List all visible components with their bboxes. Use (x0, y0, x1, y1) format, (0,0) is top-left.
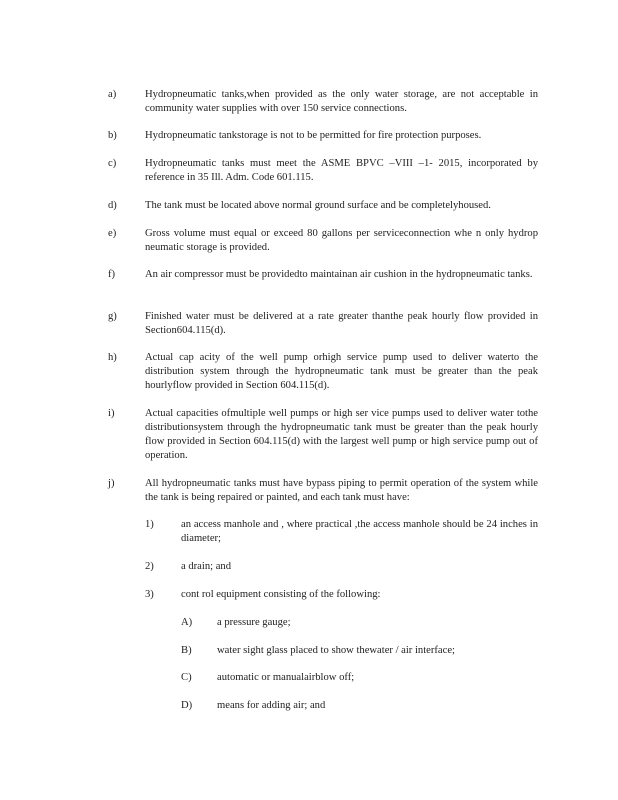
item-text: Finished water must be delivered at a rate greater thanthe peak hourly flow provided in Section604.115(d). (145, 311, 538, 336)
item-marker: a) (108, 89, 117, 100)
item-text: The tank must be located above normal ground surface and be completelyhoused. (145, 200, 491, 211)
item-marker: i) (108, 408, 115, 419)
subsub-item-text: means for adding air; and (217, 700, 326, 711)
item-text: Hydropneumatic tanks must meet the ASME BPVC –VIII –1- 2015, incorporated by reference in 35 Ill. Adm. Code 601.115. (145, 158, 538, 183)
item-marker: f) (108, 269, 116, 280)
item-text: Gross volume must equal or exceed 80 gallons per serviceconnection whe n only hydrop neumatic storage is provided. (145, 228, 538, 253)
item-text: Actual capacities ofmultiple well pumps or high ser vice pumps used to deliver water tothe distributionsystem through the hydropneumatic tank must be greater than the peak hourly flow provided in Section 604.115(d) with the largest well pump or high service pump out of operation. (145, 408, 538, 461)
item-marker: h) (108, 352, 117, 363)
sub-item-text: cont rol equipment consisting of the following: (181, 589, 381, 600)
sub-item-text: an access manhole and , where practical ,the access manhole should be 24 inches in diameter; (181, 519, 538, 544)
item-marker: d) (108, 200, 117, 211)
item-marker: c) (108, 158, 117, 169)
subsub-item-marker: A) (181, 617, 193, 628)
subsub-item-marker: B) (181, 645, 192, 656)
item-text: Hydropneumatic tankstorage is not to be permitted for fire protection purposes. (145, 130, 482, 141)
subsub-item-marker: C) (181, 672, 192, 683)
item-text: Hydropneumatic tanks,when provided as the only water storage, are not acceptable in community water supplies with over 150 service connections. (145, 89, 538, 114)
subsub-item-marker: D) (181, 700, 193, 711)
item-text: Actual cap acity of the well pump orhigh service pump used to deliver waterto the distribution system through the hydropneumatic tank must be greater than the peak hourlyflow provided in Section 604.115(d). (145, 352, 538, 391)
subsub-item-text: water sight glass placed to show thewater / air interface; (217, 645, 455, 656)
item-marker: g) (108, 311, 117, 322)
sub-item-marker: 3) (145, 589, 154, 600)
sub-item-text: a drain; and (181, 561, 232, 572)
sub-item-marker: 2) (145, 561, 154, 572)
item-marker: e) (108, 228, 117, 239)
sub-item-marker: 1) (145, 519, 154, 530)
subsub-item-text: a pressure gauge; (217, 617, 291, 628)
item-marker: b) (108, 130, 117, 141)
item-text: An air compressor must be providedto maintainan air cushion in the hydropneumatic tanks. (145, 269, 533, 280)
item-marker: j) (108, 478, 115, 489)
item-text: All hydropneumatic tanks must have bypass piping to permit operation of the system while the tank is being repaired or painted, and each tank must have: (145, 478, 538, 503)
subsub-item-text: automatic or manualairblow off; (217, 672, 355, 683)
